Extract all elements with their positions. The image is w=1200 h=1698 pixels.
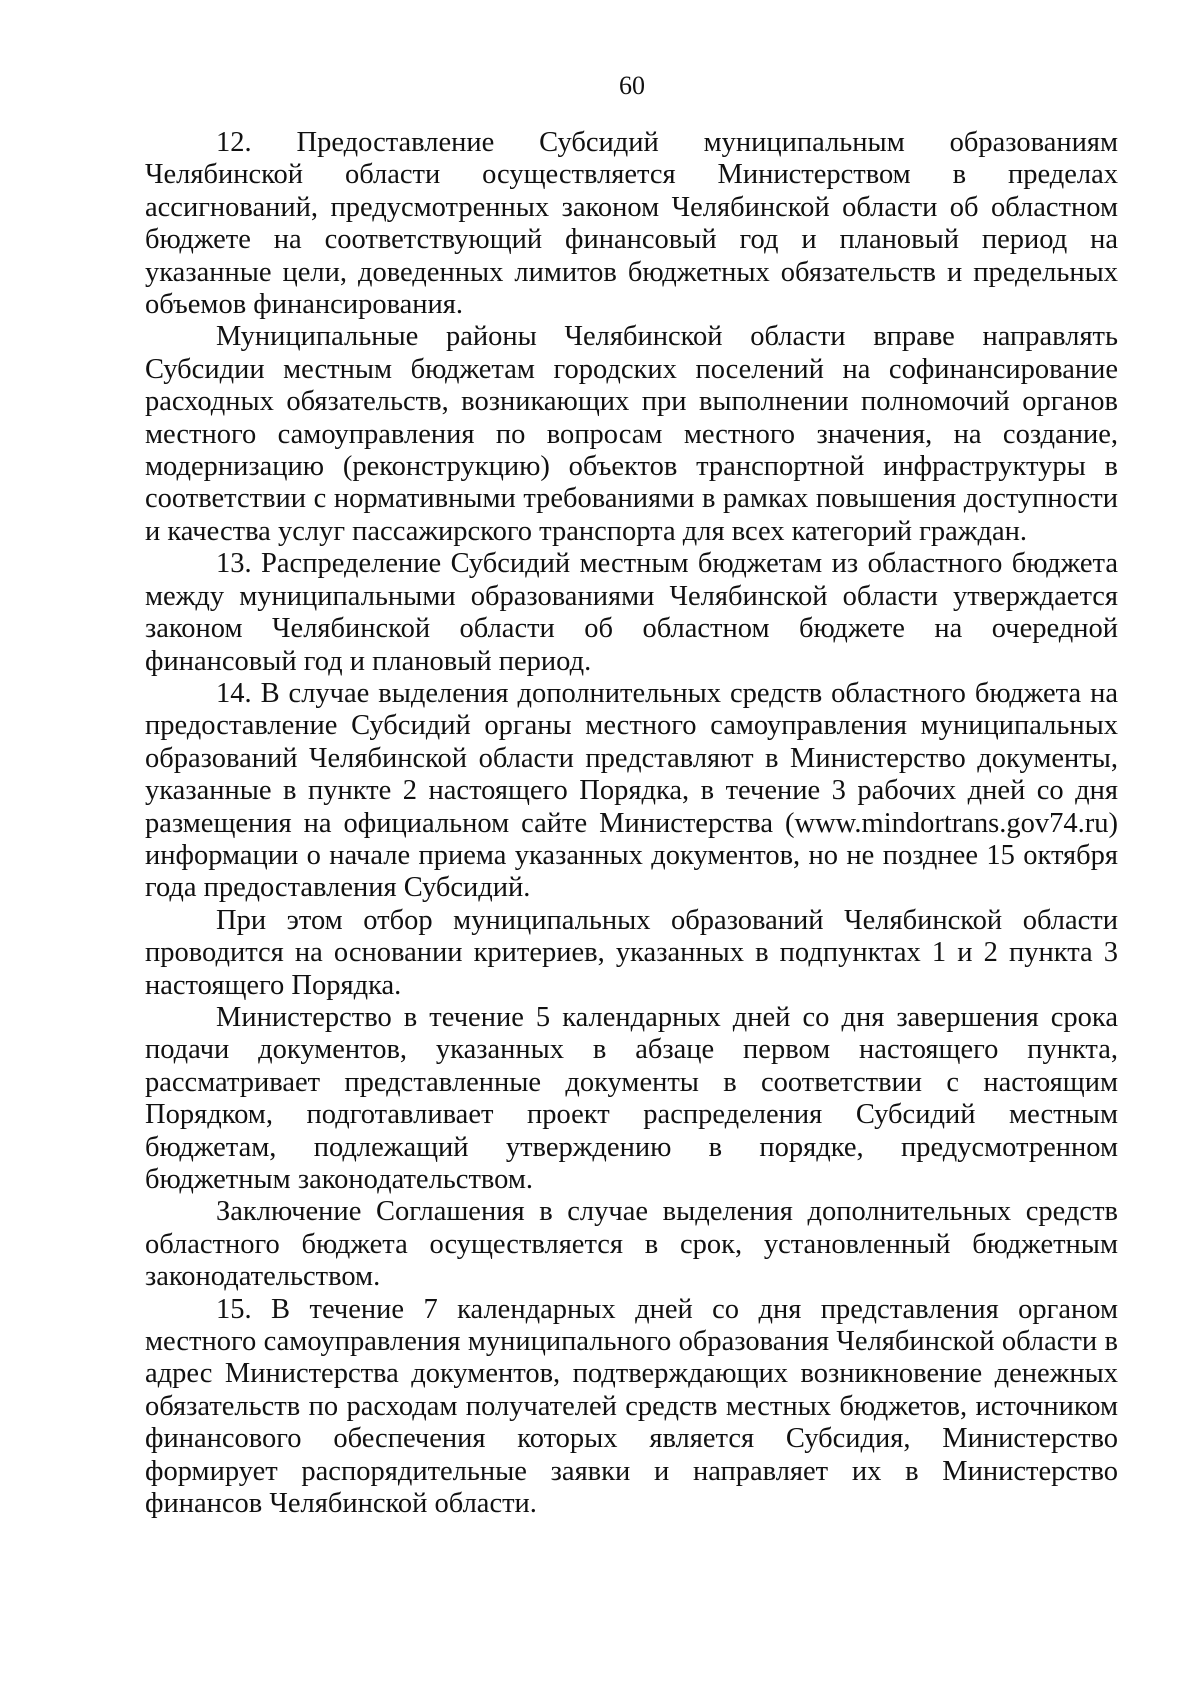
paragraph-14-additional-funds: 14. В случае выделения дополнительных средств областного бюджета на предоставление Субсидий органы местного самоуправления муниципальных образований Челябинской области представляют в Министерство документы, указанные в пункте 2 настоящего Порядка, в течение 3 рабочих дней со дня размещения на официальном сайте Министерства (www.mindortrans.gov74.ru) информации о начале приема указанных документов, но не позднее 15 октября года предоставления Субсидий. xyxy=(145,677,1118,904)
paragraph-13-distribution: 13. Распределение Субсидий местным бюджетам из областного бюджета между муниципальными образованиями Челябинской области утверждается законом Челябинской области об областном бюджете на очередной финансовый год и плановый период. xyxy=(145,548,1118,677)
paragraph-12-provision: 12. Предоставление Субсидий муниципальным образованиям Челябинской области осуществляется Министерством в пределах ассигнований, предусмотренных законом Челябинской области об областном бюджете на соответствующий финансовый год и плановый период на указанные цели, доведенных лимитов бюджетных обязательств и предельных объемов финансирования. xyxy=(145,127,1118,321)
paragraph-selection-criteria: При этом отбор муниципальных образований Челябинской области проводится на основании критериев, указанных в подпунктах 1 и 2 пункта 3 настоящего Порядка. xyxy=(145,904,1118,1001)
paragraph-agreement: Заключение Соглашения в случае выделения дополнительных средств областного бюджета осуществляется в срок, установленный бюджетным законодательством. xyxy=(145,1196,1118,1293)
document-body xyxy=(145,127,1118,1520)
paragraph-ministry-review: Министерство в течение 5 календарных дней со дня завершения срока подачи документов, указанных в абзаце первом настоящего пункта, рассматривает представленные документы в соответствии с настоящим Порядком, подготавливает проект распределения Субсидий местным бюджетам, подлежащий утверждению в порядке, предусмотренном бюджетным законодательством. xyxy=(145,1001,1118,1195)
page-number: 60 xyxy=(619,71,645,100)
paragraph-15-payment-requests: 15. В течение 7 календарных дней со дня представления органом местного самоуправления муниципального образования Челябинской области в адрес Министерства документов, подтверждающих возникновение денежных обязательств по расходам получателей средств местных бюджетов, источником финансового обеспечения которых является Субсидия, Министерство формирует распорядительные заявки и направляет их в Министерство финансов Челябинской области. xyxy=(145,1293,1118,1520)
paragraph-municipal-districts: Муниципальные районы Челябинской области вправе направлять Субсидии местным бюджетам городских поселений на софинансирование расходных обязательств, возникающих при выполнении полномочий органов местного самоуправления по вопросам местного значения, на создание, модернизацию (реконструкцию) объектов транспортной инфраструктуры в соответствии с нормативными требованиями в рамках повышения доступности и качества услуг пассажирского транспорта для всех категорий граждан. xyxy=(145,321,1118,547)
